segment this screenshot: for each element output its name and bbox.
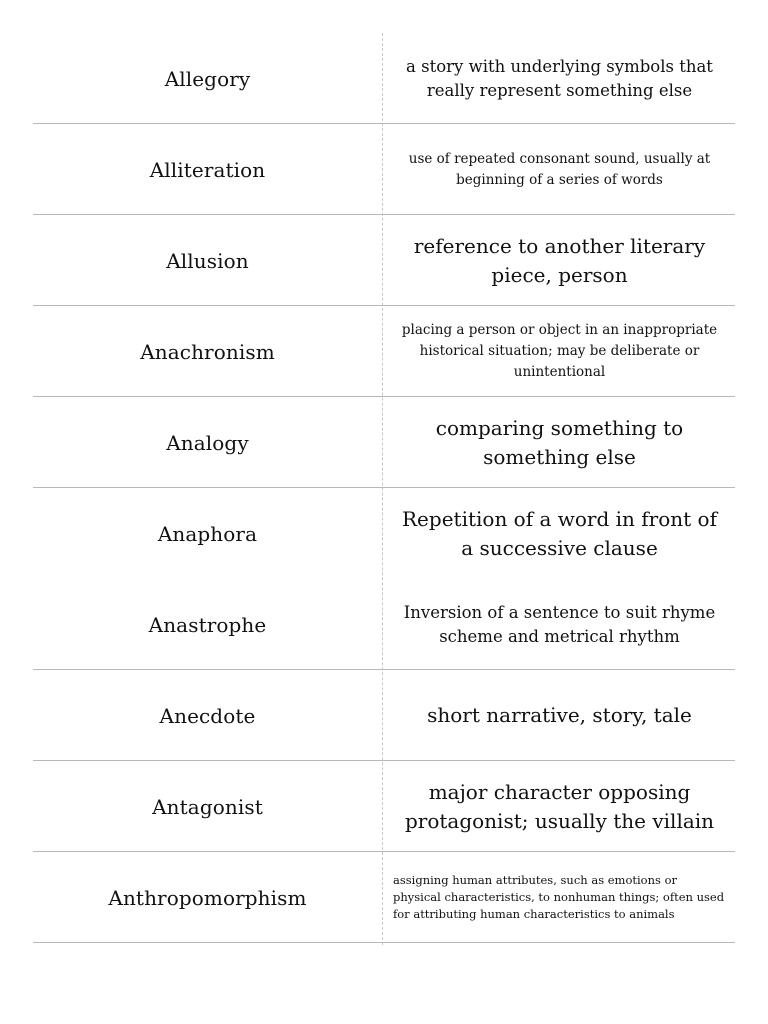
card-term: Antagonist bbox=[152, 794, 263, 819]
card-definition: comparing something to something else bbox=[435, 415, 684, 469]
card-term: Analogy bbox=[166, 430, 249, 455]
flashcard-sheet bbox=[33, 33, 735, 945]
card-definition: assigning human attributes, such as emotions or physical characteristics, to nonhuman things; often used for attributing human characteristics to animals bbox=[393, 872, 725, 922]
card-term: Anachronism bbox=[140, 339, 275, 364]
flashcard-row bbox=[33, 124, 735, 215]
card-definition: short narrative, story, tale bbox=[427, 703, 692, 727]
flashcard-row bbox=[33, 33, 735, 124]
flashcard-row bbox=[33, 761, 735, 852]
card-definition: placing a person or object in an inappropriate historical situation; may be deliberate or unintentional bbox=[401, 322, 718, 380]
flashcard-row bbox=[33, 852, 735, 943]
card-definition: reference to another literary piece, person bbox=[413, 233, 706, 287]
flashcard-row bbox=[33, 215, 735, 306]
flashcard-row bbox=[33, 670, 735, 761]
card-term: Anthropomorphism bbox=[108, 885, 307, 910]
flashcard-row bbox=[33, 306, 735, 397]
card-definition: major character opposing protagonist; usually the villain bbox=[404, 779, 715, 833]
card-definition: Repetition of a word in front of a successive clause bbox=[402, 506, 717, 560]
card-term: Anaphora bbox=[157, 521, 258, 546]
card-definition: Inversion of a sentence to suit rhyme scheme and metrical rhythm bbox=[403, 602, 716, 646]
card-definition: use of repeated consonant sound, usually at beginning of a series of words bbox=[408, 150, 711, 188]
card-definition: a story with underlying symbols that really represent something else bbox=[406, 56, 713, 100]
flashcard-row bbox=[33, 397, 735, 488]
flashcard-row bbox=[33, 488, 735, 579]
card-term: Alliteration bbox=[149, 157, 266, 182]
card-term: Allusion bbox=[166, 248, 249, 273]
flashcard-row bbox=[33, 579, 735, 670]
card-term: Anastrophe bbox=[148, 612, 267, 637]
card-term: Allegory bbox=[164, 66, 251, 91]
card-term: Anecdote bbox=[159, 703, 256, 728]
